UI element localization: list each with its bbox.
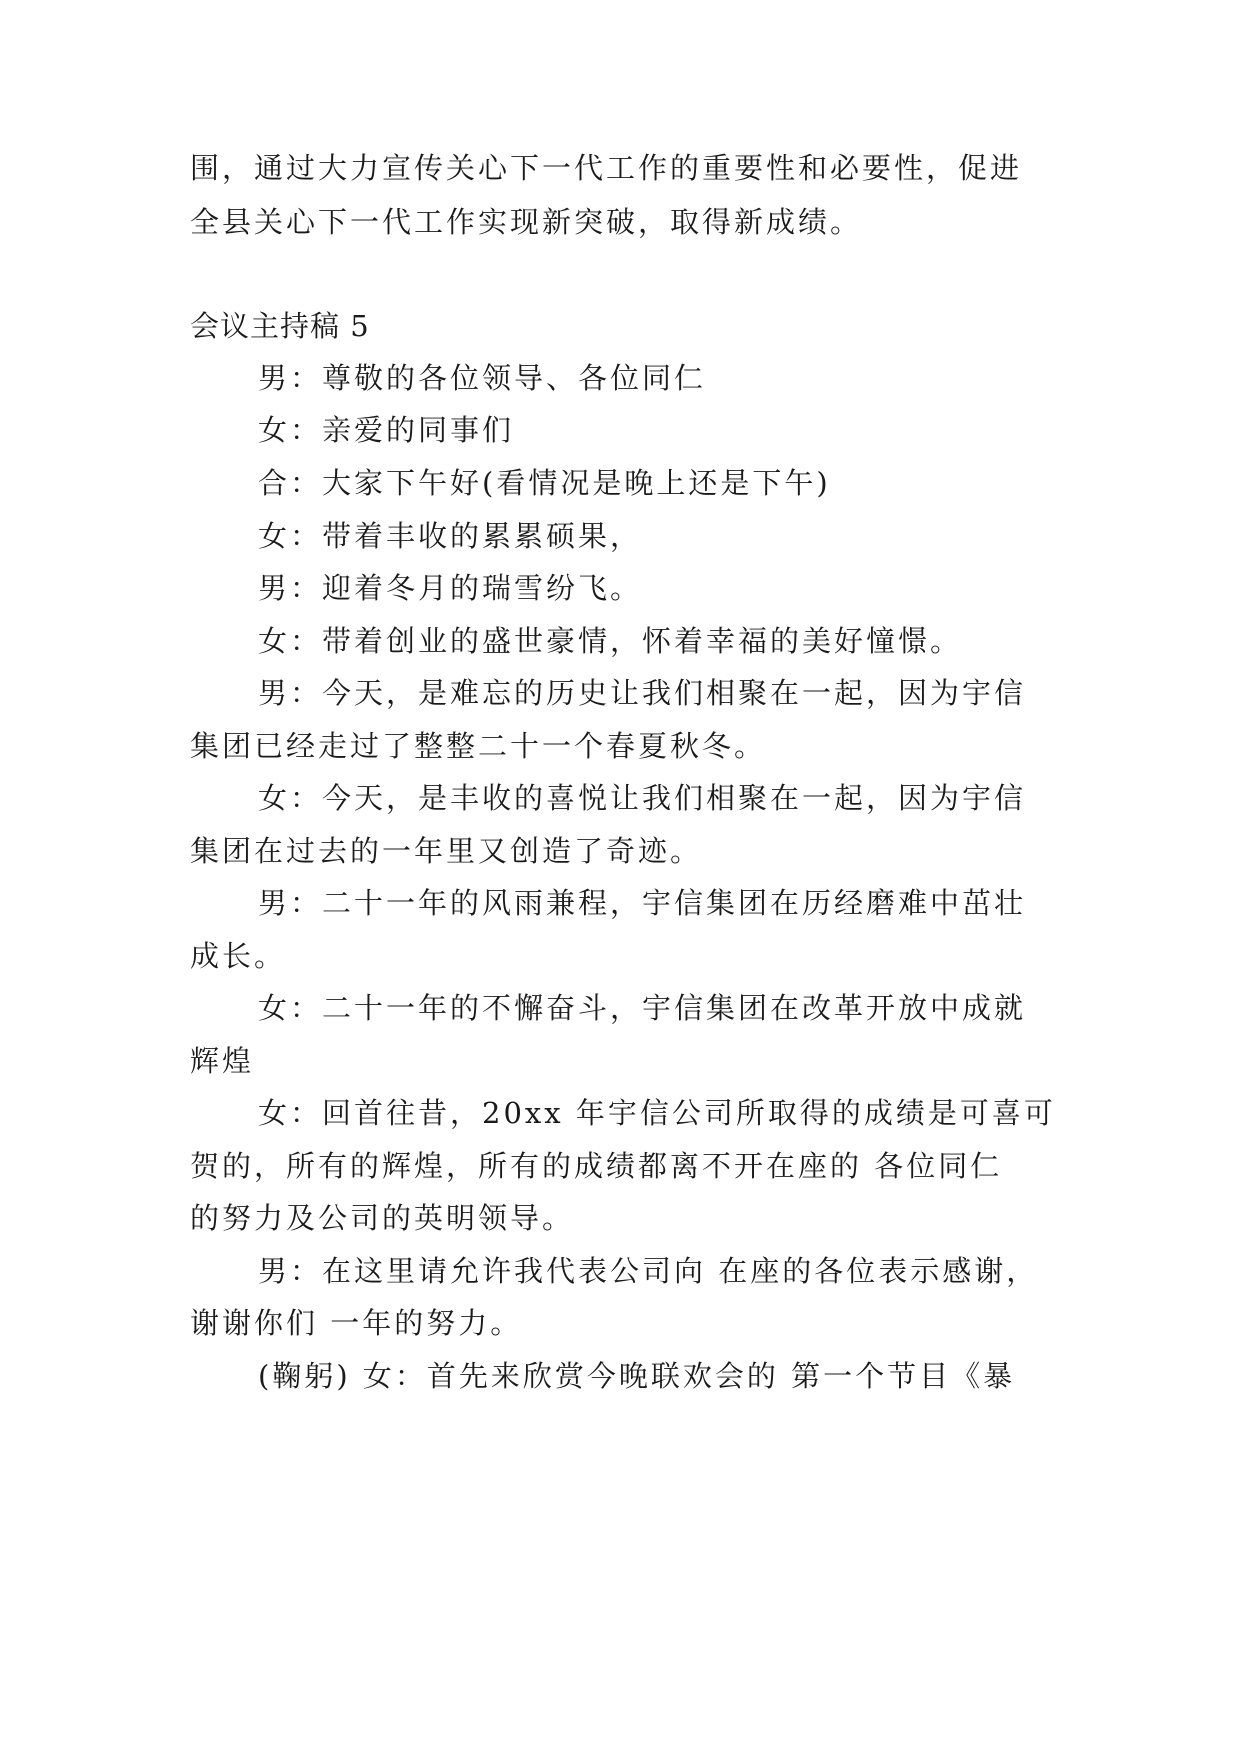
- script-line: 女：带着丰收的累累硕果，: [258, 519, 643, 553]
- script-line: 贺的，所有的辉煌，所有的成绩都离不开在座的 各位同仁: [190, 1149, 1003, 1183]
- script-line: 女：带着创业的盛世豪情，怀着幸福的美好憧憬。: [258, 624, 963, 658]
- section-title: 会议主持稿 5: [190, 309, 370, 343]
- script-line: 男：在这里请允许我代表公司向 在座的各位表示感谢，: [258, 1254, 1039, 1288]
- script-line: 女：亲爱的同事们: [258, 413, 515, 447]
- script-line: 女：今天，是丰收的喜悦让我们相聚在一起，因为宇信: [258, 781, 1027, 815]
- intro-line-2: 全县关心下一代工作实现新突破，取得新成绩。: [190, 205, 863, 239]
- script-line: 集团已经走过了整整二十一个春夏秋冬。: [190, 729, 767, 763]
- script-line: 成长。: [190, 939, 287, 973]
- script-line: 谢谢你们 一年的努力。: [190, 1306, 523, 1340]
- intro-line-1: 围，通过大力宣传关心下一代工作的重要性和必要性，促进: [190, 151, 1023, 185]
- script-line: 辉煌: [190, 1044, 255, 1078]
- script-line: 女：回首往昔，20xx 年宇信公司所取得的成绩是可喜可: [258, 1096, 1056, 1130]
- script-line: 男：今天，是难忘的历史让我们相聚在一起，因为宇信: [258, 676, 1027, 710]
- script-line: 的努力及公司的英明领导。: [190, 1201, 575, 1235]
- script-line: 合：大家下午好(看情况是晚上还是下午): [258, 466, 831, 500]
- script-line: 男：迎着冬月的瑞雪纷飞。: [258, 571, 643, 605]
- script-line: 男：尊敬的各位领导、各位同仁: [258, 361, 707, 395]
- script-line: (鞠躬) 女：首先来欣赏今晚联欢会的 第一个节目《暴: [258, 1359, 1016, 1393]
- script-line: 集团在过去的一年里又创造了奇迹。: [190, 834, 703, 868]
- script-line: 女：二十一年的不懈奋斗，宇信集团在改革开放中成就: [258, 991, 1027, 1025]
- script-line: 男：二十一年的风雨兼程，宇信集团在历经磨难中茁壮: [258, 886, 1027, 920]
